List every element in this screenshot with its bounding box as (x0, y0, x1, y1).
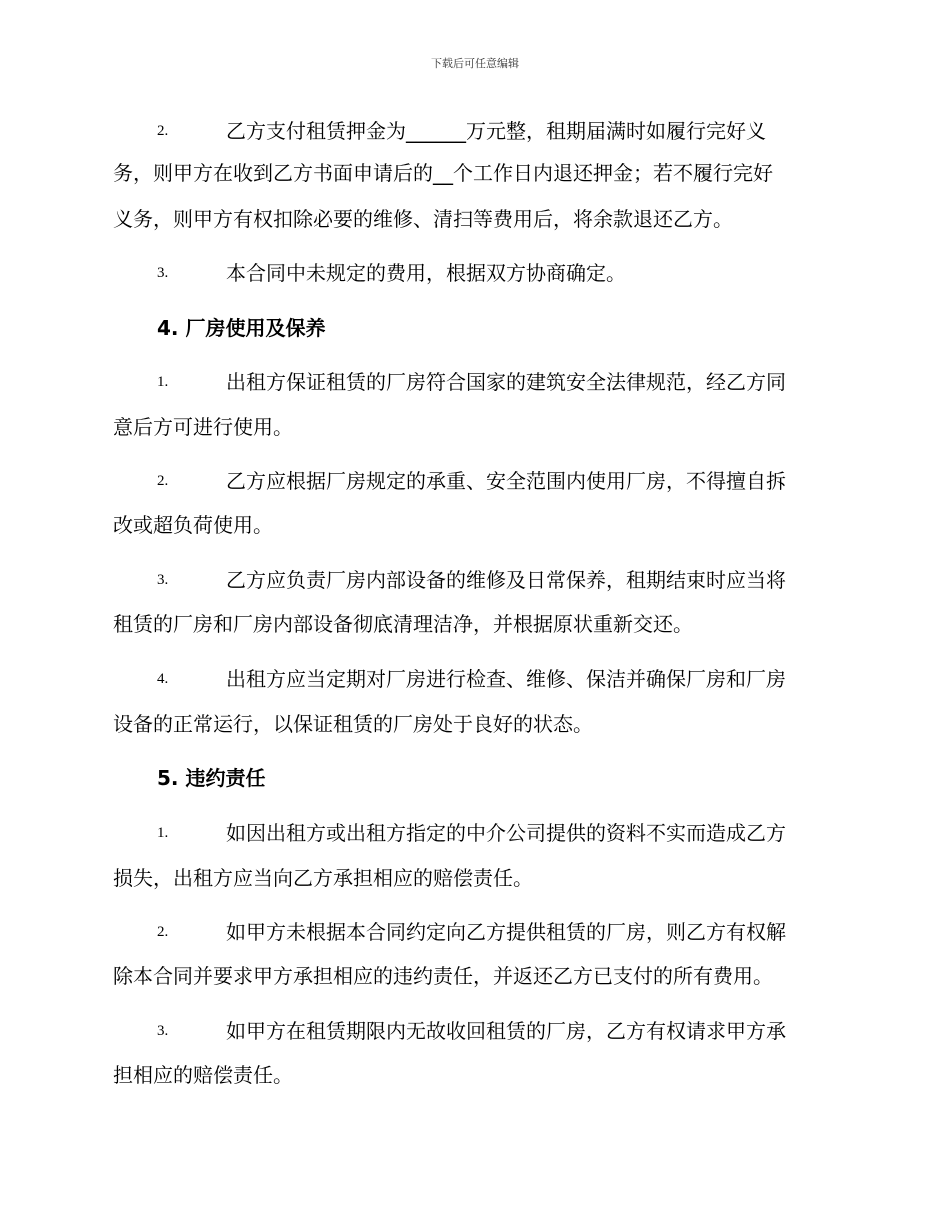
clause-number: 1. (157, 825, 169, 841)
clause-line: 务，则甲方在收到乙方书面申请后的__个工作日内退还押金；若不履行完好 (113, 161, 773, 185)
clause-line: 乙方应负责厂房内部设备的维修及日常保养，租期结束时应当将 (226, 568, 786, 592)
clause-line: 设备的正常运行，以保证租赁的厂房处于良好的状态。 (113, 712, 593, 736)
clause-number: 4. (157, 671, 169, 687)
section-heading: 4. 厂房使用及保养 (157, 316, 326, 340)
clause-line: 乙方应根据厂房规定的承重、安全范围内使用厂房，不得擅自拆 (226, 469, 786, 493)
clause-line: 损失，出租方应当向乙方承担相应的赔偿责任。 (113, 866, 533, 890)
clause-line: 改或超负荷使用。 (113, 513, 273, 537)
clause-line: 义务，则甲方有权扣除必要的维修、清扫等费用后，将余款退还乙方。 (113, 207, 733, 231)
clause-line: 担相应的赔偿责任。 (113, 1063, 293, 1087)
clause-number: 2. (157, 924, 169, 940)
clause-line: 本合同中未规定的费用，根据双方协商确定。 (226, 261, 626, 285)
clause-number: 3. (157, 1023, 169, 1039)
clause-line: 出租方保证租赁的厂房符合国家的建筑安全法律规范，经乙方同 (226, 370, 786, 394)
clause-line: 乙方支付租赁押金为______万元整，租期届满时如履行完好义 (226, 119, 766, 143)
clause-line: 出租方应当定期对厂房进行检查、维修、保洁并确保厂房和厂房 (226, 667, 786, 691)
clause-line: 如甲方未根据本合同约定向乙方提供租赁的厂房，则乙方有权解 (226, 920, 786, 944)
section-heading: 5. 违约责任 (157, 766, 266, 790)
clause-number: 3. (157, 265, 169, 281)
clause-line: 除本合同并要求甲方承担相应的违约责任，并返还乙方已支付的所有费用。 (113, 964, 773, 988)
header-note: 下载后可任意编辑 (431, 57, 519, 70)
clause-line: 如因出租方或出租方指定的中介公司提供的资料不实而造成乙方 (226, 821, 786, 845)
clause-number: 2. (157, 123, 169, 139)
clause-number: 3. (157, 572, 169, 588)
clause-number: 1. (157, 374, 169, 390)
clause-number: 2. (157, 473, 169, 489)
clause-line: 如甲方在租赁期限内无故收回租赁的厂房，乙方有权请求甲方承 (226, 1019, 786, 1043)
clause-line: 租赁的厂房和厂房内部设备彻底清理洁净，并根据原状重新交还。 (113, 612, 693, 636)
clause-line: 意后方可进行使用。 (113, 415, 293, 439)
